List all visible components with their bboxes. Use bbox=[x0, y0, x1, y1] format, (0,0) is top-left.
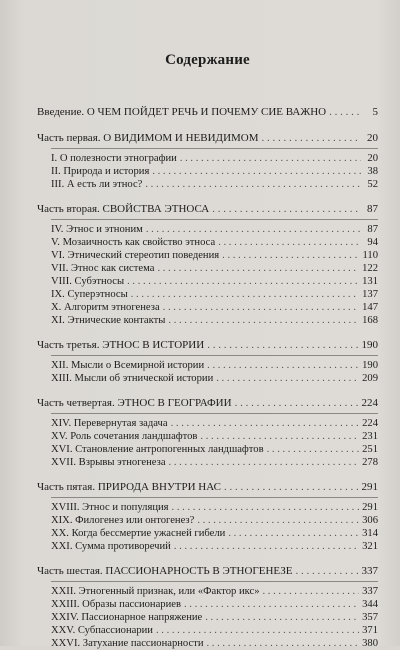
toc-chapter-entry bbox=[37, 301, 378, 314]
section-rule bbox=[51, 219, 378, 220]
entry-label: XIX. Филогенез или онтогенез? bbox=[51, 515, 195, 526]
entry-page: 291 bbox=[361, 481, 378, 493]
toc-chapter-entry bbox=[37, 288, 378, 301]
dot-leader bbox=[146, 223, 361, 236]
dot-leader bbox=[329, 106, 361, 119]
entry-label: X. Алгоритм этногенеза bbox=[51, 302, 160, 313]
toc-chapter-entry bbox=[37, 624, 378, 637]
entry-page: 190 bbox=[362, 360, 378, 371]
entry-label: II. Природа и история bbox=[51, 166, 150, 177]
entry-page: 87 bbox=[367, 224, 378, 235]
dot-leader bbox=[205, 611, 359, 624]
toc-chapter-entry bbox=[37, 501, 378, 514]
toc-chapter-entry bbox=[37, 585, 378, 598]
entry-label: VII. Этнос как система bbox=[51, 263, 155, 274]
toc-title: Содержание bbox=[165, 52, 250, 68]
dot-leader bbox=[207, 637, 360, 650]
entry-page: 224 bbox=[362, 418, 378, 429]
entry-label: IV. Этнос и этноним bbox=[51, 224, 143, 235]
entry-label: XIV. Перевернутая задача bbox=[51, 418, 168, 429]
entry-page: 137 bbox=[362, 289, 378, 300]
toc-chapter-entry bbox=[37, 223, 378, 236]
toc-chapter-entry bbox=[37, 236, 378, 249]
entry-label: XXII. Этногенный признак, или «Фактор икс» bbox=[51, 586, 260, 597]
entry-page: 122 bbox=[362, 263, 378, 274]
entry-label: Часть пятая. ПРИРОДА ВНУТРИ НАС bbox=[37, 481, 221, 493]
entry-page: 168 bbox=[362, 315, 378, 326]
dot-leader bbox=[222, 249, 359, 262]
toc-chapter-entry bbox=[37, 527, 378, 540]
toc-chapter-entry bbox=[37, 598, 378, 611]
entry-label: XXIII. Образы пассионариев bbox=[51, 599, 181, 610]
dot-leader bbox=[180, 152, 361, 165]
dot-leader bbox=[131, 288, 359, 301]
entry-label: XX. Когда бессмертие ужасней гибели bbox=[51, 528, 226, 539]
entry-page: 337 bbox=[361, 565, 378, 577]
toc-intro-entry bbox=[37, 106, 378, 119]
dot-leader bbox=[145, 178, 361, 191]
entry-page: 306 bbox=[362, 515, 378, 526]
entry-label: XII. Мысли о Всемирной истории bbox=[51, 360, 205, 371]
dot-leader bbox=[262, 132, 361, 145]
dot-leader bbox=[163, 301, 359, 314]
entry-label: Часть третья. ЭТНОС В ИСТОРИИ bbox=[37, 339, 205, 351]
entry-label: Часть четвертая. ЭТНОС В ГЕОГРАФИИ bbox=[37, 397, 232, 409]
entry-label: Введение. О ЧЕМ ПОЙДЕТ РЕЧЬ И ПОЧЕМУ СИЕ ВАЖНО bbox=[37, 106, 327, 118]
toc-chapter-entry bbox=[37, 417, 378, 430]
entry-label: VIII. Субэтносы bbox=[51, 276, 125, 287]
toc-chapter-entry bbox=[37, 540, 378, 553]
entry-label: XVIII. Этнос и популяция bbox=[51, 502, 169, 513]
entry-label: XXI. Сумма противоречий bbox=[51, 541, 171, 552]
entry-label: III. А есть ли этнос? bbox=[51, 179, 143, 190]
toc-chapter-entry bbox=[37, 262, 378, 275]
section-rule bbox=[51, 355, 378, 356]
toc-part-heading bbox=[37, 203, 378, 216]
entry-page: 251 bbox=[362, 444, 378, 455]
toc-part-heading bbox=[37, 565, 378, 578]
dot-leader bbox=[172, 501, 360, 514]
entry-label: XVII. Взрывы этногенеза bbox=[51, 457, 166, 468]
toc-chapter-entry bbox=[37, 249, 378, 262]
toc-part bbox=[37, 203, 378, 327]
entry-page: 224 bbox=[361, 397, 378, 409]
entry-label: XXV. Субпассионарии bbox=[51, 625, 153, 636]
dot-leader bbox=[296, 565, 359, 578]
entry-label: Часть первая. О ВИДИМОМ И НЕВИДИМОМ bbox=[37, 132, 259, 144]
toc-chapter-entry bbox=[37, 359, 378, 372]
entry-page: 278 bbox=[362, 457, 378, 468]
entry-page: 380 bbox=[362, 638, 378, 649]
dot-leader bbox=[200, 430, 359, 443]
dot-leader bbox=[169, 456, 360, 469]
entry-page: 209 bbox=[362, 373, 378, 384]
entry-page: 190 bbox=[361, 339, 378, 351]
entry-label: I. О полезности этнографии bbox=[51, 153, 177, 164]
toc-part-heading bbox=[37, 339, 378, 352]
toc-chapter-entry bbox=[37, 637, 378, 650]
toc-part-heading bbox=[37, 481, 378, 494]
dot-leader bbox=[235, 397, 359, 410]
dot-leader bbox=[157, 262, 359, 275]
toc-part bbox=[37, 339, 378, 385]
section-rule bbox=[51, 497, 378, 498]
dot-leader bbox=[216, 372, 359, 385]
entry-page: 314 bbox=[362, 528, 378, 539]
entry-label: XXIV. Пассионарное напряжение bbox=[51, 612, 203, 623]
dot-leader bbox=[171, 417, 360, 430]
section-rule bbox=[51, 148, 378, 149]
dot-leader bbox=[212, 203, 361, 216]
entry-label: Часть вторая. СВОЙСТВА ЭТНОСА bbox=[37, 203, 210, 215]
dot-leader bbox=[156, 624, 359, 637]
dot-leader bbox=[263, 585, 360, 598]
entry-label: XIII. Мысли об этнической истории bbox=[51, 373, 214, 384]
dot-leader bbox=[168, 314, 359, 327]
toc-chapter-entry bbox=[37, 514, 378, 527]
section-rule bbox=[51, 413, 378, 414]
dot-leader bbox=[207, 359, 359, 372]
entry-page: 321 bbox=[362, 541, 378, 552]
entry-label: VI. Этнический стереотип поведения bbox=[51, 250, 220, 261]
entry-page: 337 bbox=[362, 586, 378, 597]
entry-page: 87 bbox=[367, 203, 378, 215]
dot-leader bbox=[184, 598, 359, 611]
toc-chapter-entry bbox=[37, 314, 378, 327]
toc-parts bbox=[37, 132, 378, 650]
toc-chapter-entry bbox=[37, 611, 378, 624]
entry-page: 110 bbox=[362, 250, 378, 261]
toc-chapter-entry bbox=[37, 178, 378, 191]
entry-page: 5 bbox=[372, 106, 378, 118]
entry-label: XXVI. Затухание пассионарности bbox=[51, 638, 204, 649]
entry-label: XI. Этнические контакты bbox=[51, 315, 166, 326]
toc-part bbox=[37, 481, 378, 553]
entry-page: 20 bbox=[367, 132, 378, 144]
entry-page: 344 bbox=[362, 599, 378, 610]
toc-chapter-entry bbox=[37, 165, 378, 178]
entry-page: 20 bbox=[367, 153, 378, 164]
toc-part-heading bbox=[37, 397, 378, 410]
entry-page: 231 bbox=[362, 431, 378, 442]
toc-chapter-entry bbox=[37, 152, 378, 165]
toc-chapter-entry bbox=[37, 275, 378, 288]
entry-label: XV. Роль сочетания ландшафтов bbox=[51, 431, 198, 442]
dot-leader bbox=[228, 527, 359, 540]
entry-label: V. Мозаичность как свойство этноса bbox=[51, 237, 216, 248]
toc-part bbox=[37, 132, 378, 191]
dot-leader bbox=[174, 540, 359, 553]
entry-page: 291 bbox=[362, 502, 378, 513]
entry-page: 38 bbox=[367, 166, 378, 177]
entry-label: XVI. Становление антропогенных ландшафтов bbox=[51, 444, 264, 455]
toc-part-heading bbox=[37, 132, 378, 145]
entry-page: 94 bbox=[367, 237, 378, 248]
entry-page: 371 bbox=[362, 625, 378, 636]
entry-page: 357 bbox=[362, 612, 378, 623]
dot-leader bbox=[127, 275, 359, 288]
toc-part bbox=[37, 565, 378, 650]
entry-page: 131 bbox=[362, 276, 378, 287]
dot-leader bbox=[218, 236, 361, 249]
entry-page: 52 bbox=[367, 179, 378, 190]
dot-leader bbox=[197, 514, 359, 527]
entry-page: 147 bbox=[362, 302, 378, 313]
toc-chapter-entry bbox=[37, 456, 378, 469]
toc-chapter-entry bbox=[37, 372, 378, 385]
section-rule bbox=[51, 581, 378, 582]
entry-label: Часть шестая. ПАССИОНАРНОСТЬ В ЭТНОГЕНЕЗЕ bbox=[37, 565, 293, 577]
toc-chapter-entry bbox=[37, 443, 378, 456]
entry-label: IX. Суперэтносы bbox=[51, 289, 128, 300]
dot-leader bbox=[152, 165, 361, 178]
dot-leader bbox=[267, 443, 360, 456]
dot-leader bbox=[224, 481, 359, 494]
toc-part bbox=[37, 397, 378, 469]
toc-chapter-entry bbox=[37, 430, 378, 443]
dot-leader bbox=[207, 339, 358, 352]
